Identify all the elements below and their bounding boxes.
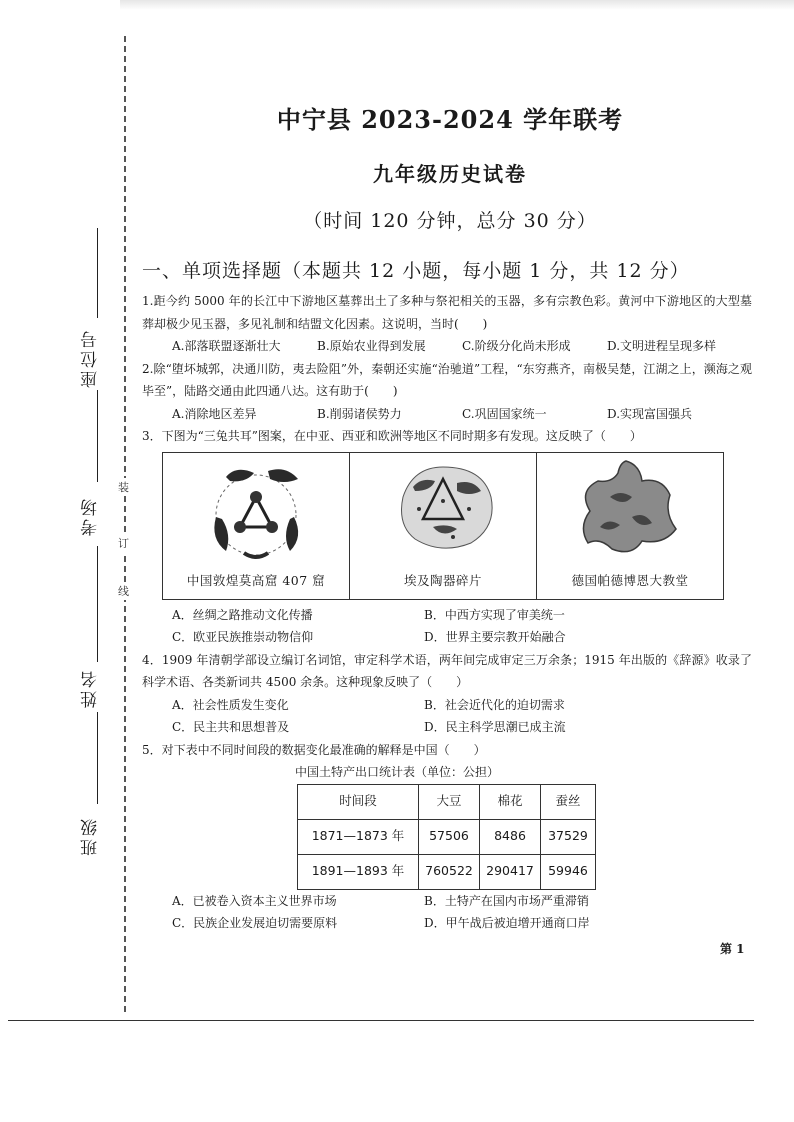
option-c[interactable]: C.巩固国家统一 (462, 406, 547, 421)
option-a[interactable]: A.消除地区差异 (172, 406, 257, 421)
table-header-row (298, 784, 596, 819)
question-text: 5．对下表中不同时间段的数据变化最准确的解释是中国（ ） (142, 742, 486, 757)
question-options (142, 335, 752, 358)
table-cell: 8486 (480, 819, 541, 854)
table-title: 中国土特产出口统计表（单位：公担） (294, 765, 499, 779)
option-b[interactable]: B．土特产在国内市场严重滞销 (424, 893, 589, 908)
option-d[interactable]: D．甲午战后被迫增开通商口岸 (424, 916, 590, 930)
three-rabbits-dunhuang-image (196, 457, 316, 569)
option-a[interactable]: A.部落联盟逐渐壮大 (172, 339, 281, 353)
page-bottom-rule (8, 1020, 754, 1021)
question-text: 3．下图为“三兔共耳”图案，在中亚、西亚和欧洲等地区不同时期多有发现。这反映了（ ） (142, 429, 642, 443)
seat-number-label: 座位号 (81, 328, 101, 388)
question-options (142, 604, 752, 649)
binding-mark: 订 (118, 534, 129, 552)
table-cell: 1891—1893 年 (298, 854, 419, 889)
image-dunhuang (163, 453, 350, 599)
binding-mark: 线 (118, 582, 129, 600)
question-options (142, 890, 752, 935)
class-label: 班级 (81, 816, 101, 856)
question-3 (142, 425, 752, 649)
question-text: 4．1909 年清朝学部设立编订名词馆，审定科学术语，两年间完成审定三万余条；1915 年出版的《辞源》收录了科学术语、各类新词共 4500 余条。这种现象反映了（ ） (142, 652, 752, 689)
section-heading: 一、单项选择题（本题共 12 小题，每小题 1 分，共 12 分） (142, 260, 690, 282)
table-header: 棉花 (480, 784, 541, 819)
image-caption: 中国敦煌莫高窟 407 窟 (187, 570, 325, 599)
scan-shadow (120, 0, 794, 10)
table-header: 蚕丝 (541, 784, 596, 819)
question-5 (142, 739, 752, 935)
image-paderborn (537, 453, 723, 599)
name-blank[interactable] (97, 546, 98, 662)
option-a[interactable]: A．社会性质发生变化 (172, 697, 289, 712)
option-d[interactable]: D．世界主要宗教开始融合 (424, 630, 566, 644)
question-options (142, 403, 752, 426)
exam-time-info: （时间 120 分钟，总分 30 分） (303, 210, 597, 232)
page-number: 第 1 (720, 942, 745, 956)
question-2 (142, 358, 752, 426)
table-cell: 59946 (541, 854, 596, 889)
option-b[interactable]: B．中西方实现了审美统一 (424, 607, 565, 622)
question-text: 2.除“堕坏城郭，决通川防，夷去险阻”外，秦朝还实施“治驰道”工程，“东穷燕齐，南极吴楚，江湖之上，濒海之观毕至”，陆路交通由此四通八达。这有助于( ) (142, 361, 752, 398)
three-rabbits-figure (162, 452, 724, 600)
three-rabbits-egypt-pottery-image (383, 457, 503, 557)
option-d[interactable]: D．民主科学思潮已成主流 (424, 720, 566, 734)
option-c[interactable]: C．民族企业发展迫切需要原料 (172, 916, 338, 930)
exam-room-blank[interactable] (97, 390, 98, 482)
table-cell: 290417 (480, 854, 541, 889)
question-4 (142, 649, 752, 739)
option-a[interactable]: A．丝绸之路推动文化传播 (172, 607, 313, 622)
option-b[interactable]: B.原始农业得到发展 (317, 339, 426, 353)
table-header: 大豆 (419, 784, 480, 819)
export-statistics-table (297, 784, 596, 890)
question-list (142, 290, 752, 935)
question-1 (142, 290, 752, 358)
seat-number-blank[interactable] (97, 228, 98, 318)
binding-mark: 装 (118, 478, 129, 496)
question-options (142, 694, 752, 739)
option-c[interactable]: C．民主共和思想普及 (172, 720, 290, 734)
image-caption: 德国帕德博恩大教堂 (571, 570, 688, 599)
option-c[interactable]: C．欧亚民族推崇动物信仰 (172, 630, 314, 644)
question-text: 1.距今约 5000 年的长江中下游地区墓葬出土了多种与祭祀相关的玉器，多有宗教色彩。黄河中下游地区的大型墓葬却极少见玉器，多见礼制和结盟文化因素。这说明，当时( ) (142, 294, 752, 331)
table-header: 时间段 (298, 784, 419, 819)
table-row (298, 819, 596, 854)
option-d[interactable]: D.实现富国强兵 (607, 406, 693, 421)
table-row (298, 854, 596, 889)
option-a[interactable]: A．已被卷入资本主义世界市场 (172, 893, 337, 908)
exam-subtitle: 九年级历史试卷 (373, 162, 527, 186)
option-d[interactable]: D.文明进程呈现多样 (607, 339, 717, 353)
option-c[interactable]: C.阶级分化尚未形成 (462, 339, 571, 353)
exam-room-label: 考场 (81, 496, 101, 536)
option-b[interactable]: B.削弱诸侯势力 (317, 406, 402, 421)
image-egypt (350, 453, 537, 599)
option-b[interactable]: B．社会近代化的迫切需求 (424, 697, 565, 712)
table-cell: 37529 (541, 819, 596, 854)
table-cell: 1871—1873 年 (298, 819, 419, 854)
three-rabbits-paderborn-image (570, 457, 690, 565)
image-caption: 埃及陶器碎片 (404, 570, 482, 599)
class-blank[interactable] (97, 712, 98, 804)
binding-dashed-line (124, 36, 126, 1012)
table-cell: 57506 (419, 819, 480, 854)
name-label: 姓名 (81, 668, 101, 708)
table-cell: 760522 (419, 854, 480, 889)
exam-title: 中宁县 2023-2024 学年联考 (276, 105, 624, 134)
